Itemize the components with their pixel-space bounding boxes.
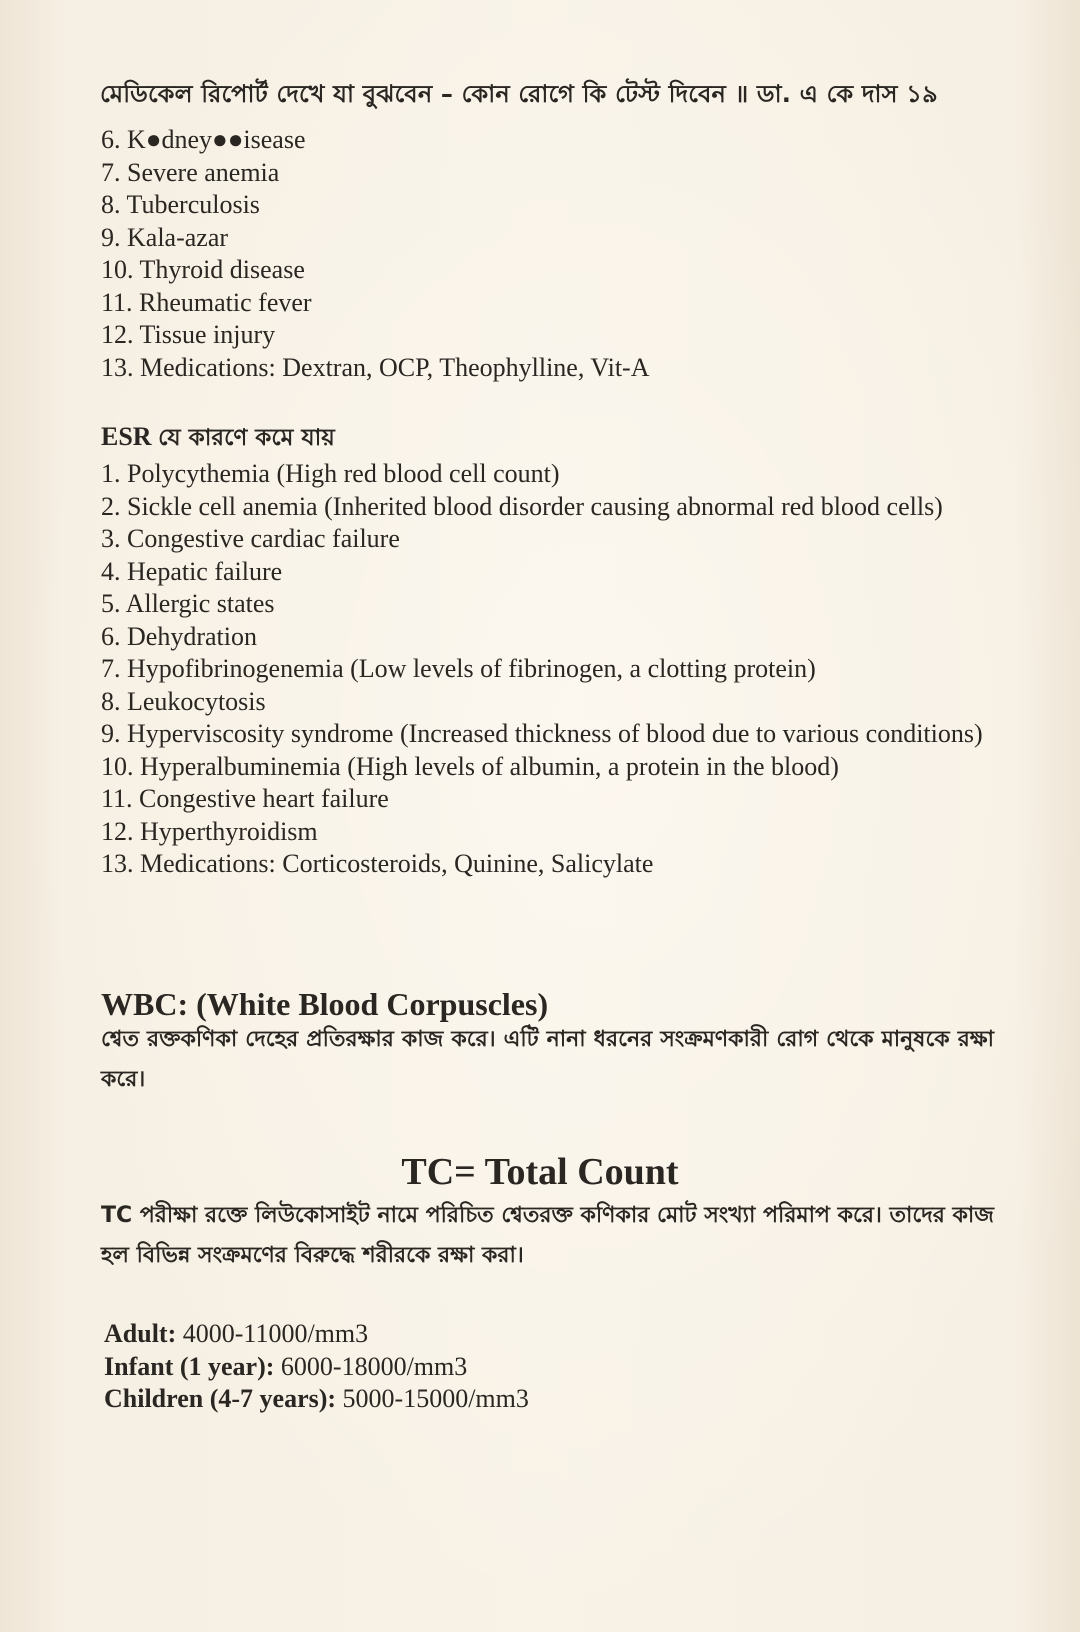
- wbc-heading: WBC: (White Blood Corpuscles): [101, 986, 549, 1022]
- list-item: 9. Hyperviscosity syndrome (Increased thickness of blood due to various conditions): [101, 719, 983, 748]
- list-item: 4. Hepatic failure: [101, 556, 283, 586]
- range-value: 5000-15000/mm3: [336, 1384, 529, 1413]
- range-value: 6000-18000/mm3: [274, 1351, 468, 1381]
- esr-decrease-heading: [101, 419, 335, 458]
- list-item: 12. Tissue injury: [101, 320, 276, 349]
- running-header: মেডিকেল রিপোর্ট দেখে যা বুঝবেন – কোন রোগে কি টেস্ট দিবেন ॥ ডা. এ কে দাস ১৯: [100, 80, 938, 108]
- range-label: Adult:: [104, 1319, 177, 1348]
- range-label: Infant (1 year):: [104, 1351, 275, 1381]
- list-item: 8. Leukocytosis: [101, 686, 266, 716]
- list-item: 2. Sickle cell anemia (Inherited blood disorder causing abnormal red blood cells): [101, 491, 943, 521]
- range-label: Children (4-7 years):: [104, 1384, 337, 1413]
- list-item: 10. Hyperalbuminemia (High levels of albumin, a protein in the blood): [101, 751, 839, 781]
- list-item: 8. Tuberculosis: [101, 190, 260, 219]
- esr-heading-prefix: ESR: [101, 422, 152, 451]
- esr-heading-bengali: যে কারণে কমে যায়: [158, 425, 335, 451]
- range-adult: [104, 1318, 529, 1351]
- list-item: 11. Congestive heart failure: [101, 784, 389, 813]
- list-item: 1. Polycythemia (High red blood cell count): [101, 459, 560, 488]
- wbc-description: শ্বেত রক্তকণিকা দেহের প্রতিরক্ষার কাজ করে। এটি নানা ধরনের সংক্রমণকারী রোগ থেকে মানুষকে রক্ষা করে।: [101, 1027, 994, 1092]
- list-item: 3. Congestive cardiac failure: [101, 524, 400, 553]
- list-item: 7. Severe anemia: [101, 157, 280, 187]
- esr-decrease-list: [101, 458, 994, 881]
- tc-heading: TC= Total Count: [401, 1151, 679, 1193]
- list-item: 7. Hypofibrinogenemia (Low levels of fibrinogen, a clotting protein): [101, 654, 816, 683]
- range-value: 4000-11000/mm3: [176, 1319, 369, 1348]
- range-children: [104, 1383, 529, 1416]
- range-infant: [104, 1351, 529, 1384]
- list-item: 5. Allergic states: [101, 589, 275, 618]
- list-item: 13. Medications: Corticosteroids, Quinine, Salicylate: [101, 849, 654, 878]
- list-item: 9. Kala-azar: [101, 222, 229, 252]
- list-item: 13. Medications: Dextran, OCP, Theophylline, Vit-A: [101, 352, 650, 382]
- tc-description: TC পরীক্ষা রক্তে লিউকোসাইট নামে পরিচিত শ্বেতরক্ত কণিকার মোট সংখ্যা পরিমাপ করে। তাদের কাজ হল বিভিন্ন সংক্রমণের বিরুদ্ধে শরীরকে রক্ষা করা।: [101, 1203, 994, 1268]
- list-item: 6. Dehydration: [101, 621, 257, 651]
- tc-normal-ranges: [104, 1318, 529, 1416]
- list-item: 10. Thyroid disease: [101, 255, 305, 284]
- list-item: 11. Rheumatic fever: [101, 287, 312, 317]
- list-item: 12. Hyperthyroidism: [101, 816, 318, 846]
- continued-causes-list: [101, 124, 994, 384]
- list-item: 6. K●dney●●isease: [101, 125, 306, 154]
